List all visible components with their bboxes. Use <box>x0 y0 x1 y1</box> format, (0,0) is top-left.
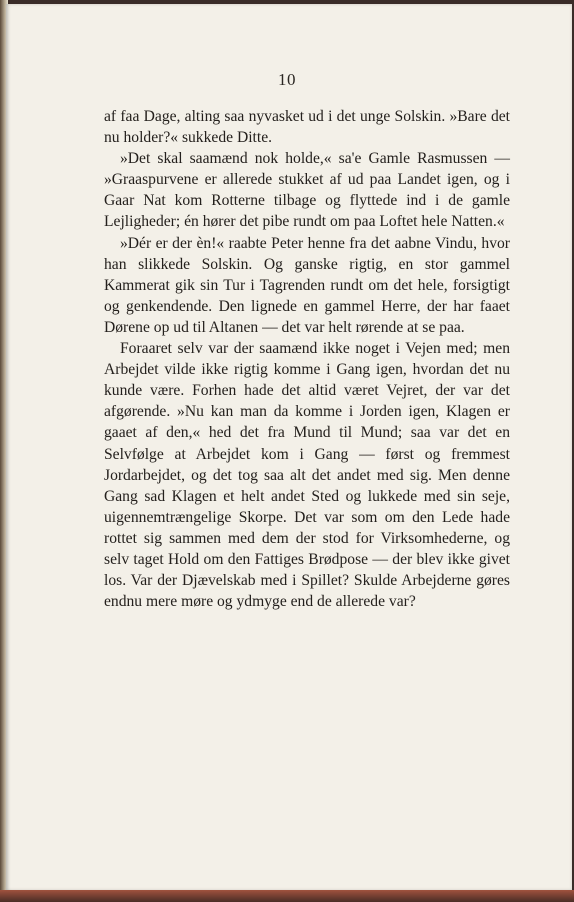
paragraph: af faa Dage, alting saa nyvasket ud i det unge Solskin. »Bare det nu holder?« sukkede Ditte. <box>104 108 510 147</box>
paragraph: »Det skal saamænd nok holde,« sa'e Gamle Rasmussen — »Graaspurvene er allerede stukket af ud paa Landet igen, og i Gaar Nat kom Rotterne tilbage og flyttede ind i de gamle Lejligheder; én hører det pibe rundt om paa Loftet hele Natten.« <box>104 150 510 231</box>
book-bottom-edge <box>0 890 574 902</box>
paragraph: Foraaret selv var der saamænd ikke noget i Vejen med; men Arbejdet vilde ikke rigtig komme i Gang igen, hvordan det nu kunde være. Forhen hade det altid været Vejret, der var det afgørende. »Nu kan man da komme i Jorden igen, Klagen er gaaet af den,« hed det fra Mund til Mund; saa var det en Selvfølge at Arbejdet kom i Gang — først og fremmest Jordarbejdet, og det tog saa alt det andet med sig. Men denne Gang sad Klagen et helt andet Sted og lukkede med sin seje, uigennemtrængelige Skorpe. Det var som om den Lede hade rottet sig sammen med dem der stod for Virksomhederne, og selv taget Hold om den Fattiges Brødpose — der blev ikke givet los. Var der Djævelskab med i Spillet? Skulde Arbejderne gøres endnu mere møre og ydmyge end de allerede var? <box>104 340 510 611</box>
paragraph: »Dér er der èn!« raabte Peter henne fra det aabne Vindu, hvor han slikkede Solskin. Og ganske rigtig, en stor gammel Kammerat gik sin Tur i Tagrenden rundt om det hele, forsigtigt og genkendende. Den lignede en gammel Herre, der har faaet Dørene op ud til Altanen — det var helt rørende at se paa. <box>104 234 510 336</box>
page-number: 10 <box>278 70 296 89</box>
body-text <box>104 106 510 612</box>
